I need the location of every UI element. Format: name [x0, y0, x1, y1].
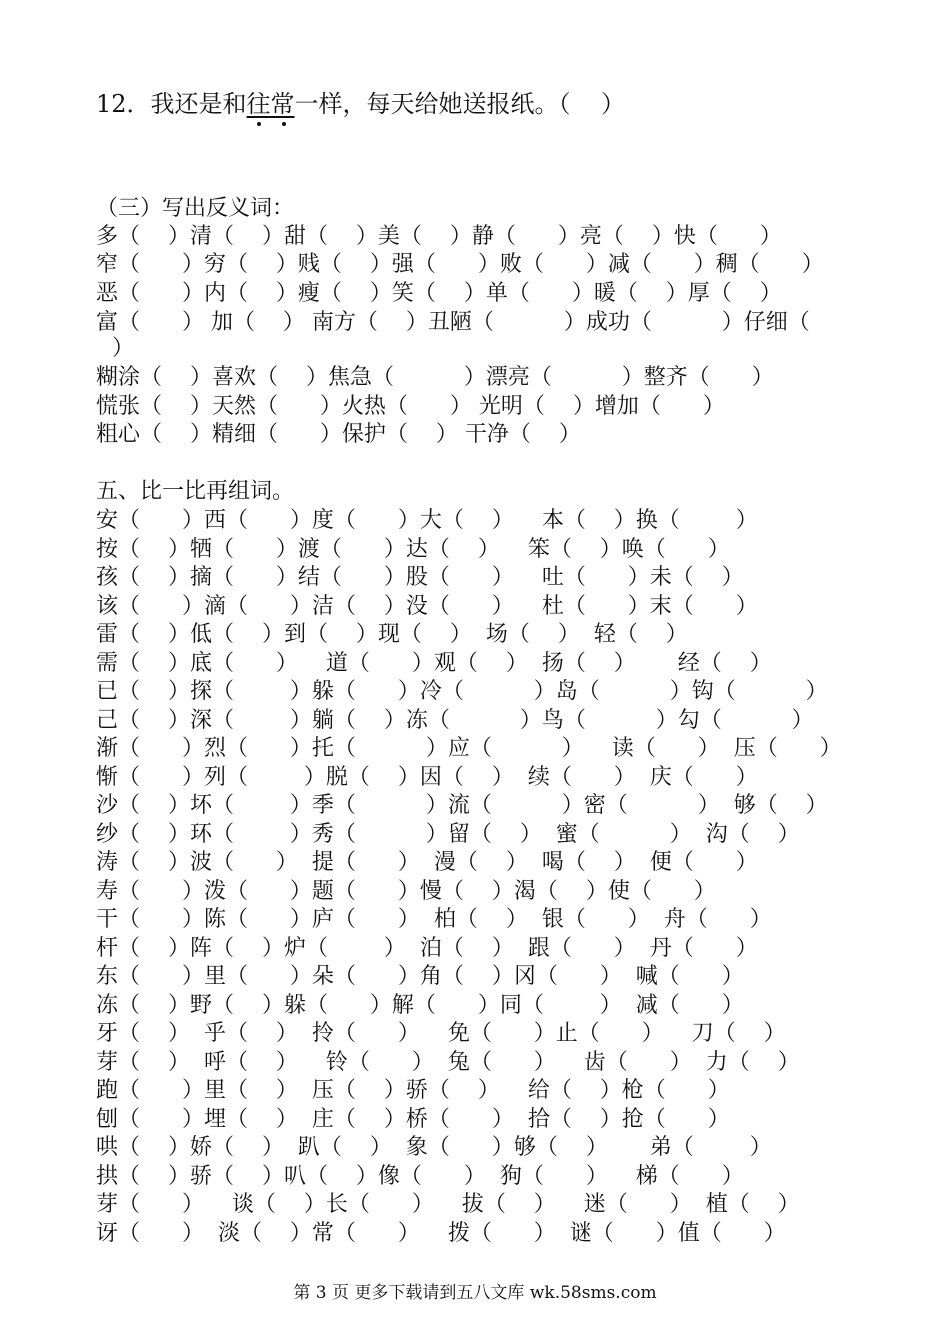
- antonyms-title: （三）写出反义词：: [96, 196, 295, 221]
- compare-line: 哄（ ）娇（ ） 趴（ ） 象（ ）够（ ） 弟（ ）: [96, 1135, 772, 1160]
- q12-suffix: 一样，每天给她送报纸。（ ）: [294, 90, 626, 118]
- compare-line: 已（ ）探（ ）躲（ ）冷（ ）岛（ ）钩（ ）: [96, 679, 828, 704]
- compare-line: 跑（ ）里（ ） 压（ ）骄（ ） 给（ ）枪（ ）: [96, 1078, 730, 1103]
- antonyms-line: 慌张（ ）天然（ ）火热（ ） 光明（ ）增加（ ）: [96, 394, 725, 419]
- emphasis-dot: [282, 122, 286, 126]
- compare-line: 涛（ ）波（ ） 提（ ） 漫（ ） 喝（ ） 便（ ）: [96, 850, 758, 875]
- compare-line: 牙（ ） 乎（ ） 拎（ ） 免（ ）止（ ） 刀（ ）: [96, 1021, 786, 1046]
- compare-line: 惭（ ）列（ ）脱（ ）因（ ） 续（ ） 庆（ ）: [96, 764, 758, 790]
- compare-line: 沙（ ）坏（ ）季（ ）流（ ）密（ ） 够（ ）: [96, 793, 828, 818]
- compare-line: 干（ ）陈（ ）庐（ ） 柏（ ） 银（ ） 舟（ ）: [96, 907, 772, 932]
- compare-line: 需（ ）底（ ） 道（ ）观（ ） 扬（ ） 经（ ）: [96, 650, 772, 676]
- compare-line: 纱（ ）环（ ）秀（ ）留（ ） 蜜（ ） 沟（ ）: [96, 821, 800, 847]
- compare-line: 芽（ ） 呼（ ） 铃（ ） 兔（ ） 齿（ ） 力（ ）: [96, 1049, 800, 1075]
- compare-line: 芽（ ） 谈（ ）长（ ） 拔（ ） 迷（ ） 植（ ）: [96, 1192, 800, 1217]
- antonyms-line: 富（ ） 加（ ） 南方（ ）丑陋（ ）成功（ ）仔细（: [96, 310, 810, 335]
- compare-line: 寿（ ）泼（ ）题（ ）慢（ ）渴（ ）使（ ）: [96, 878, 716, 904]
- compare-line: 拱（ ）骄（ ）叭（ ）像（ ） 狗（ ） 梯（ ）: [96, 1163, 744, 1189]
- compare-line: 刨（ ）埋（ ） 庄（ ）桥（ ） 拾（ ）抢（ ）: [96, 1106, 730, 1132]
- compare-line: 孩（ ）摘（ ）结（ ）股（ ） 吐（ ）未（ ）: [96, 565, 744, 590]
- question-12: [96, 92, 625, 116]
- compare-title: 五、比一比再组词。: [96, 479, 295, 504]
- compare-line: 雷（ ）低（ ）到（ ）现（ ） 场（ ） 轻（ ）: [96, 622, 688, 647]
- compare-line: 杆（ ）阵（ ）炉（ ） 泊（ ） 跟（ ） 丹（ ）: [96, 935, 758, 961]
- antonyms-line: 窄（ ）穷（ ）贱（ ）强（ ）败（ ）减（ ）稠（ ）: [96, 252, 824, 277]
- emphasis-dot: [257, 122, 261, 126]
- compare-line: 己（ ）深（ ）躺（ ）冻（ ）鸟（ ）勾（ ）: [96, 707, 814, 733]
- q12-prefix: 12．我还是和: [96, 90, 247, 118]
- compare-line: 冻（ ）野（ ）躲（ ）解（ ）同（ ） 减（ ）: [96, 992, 744, 1018]
- page-footer: 第 3 页 更多下载请到五八文库 wk.58sms.com: [293, 1283, 657, 1303]
- antonyms-line: ）: [112, 336, 135, 361]
- compare-line: 安（ ）西（ ）度（ ）大（ ） 本（ ）换（ ）: [96, 508, 758, 533]
- compare-line: 该（ ）滴（ ）洁（ ）没（ ） 杜（ ）末（ ）: [96, 593, 758, 619]
- antonyms-line: 恶（ ）内（ ）瘦（ ）笑（ ）单（ ）暖（ ）厚（ ）: [96, 281, 782, 306]
- compare-line: 东（ ）里（ ）朵（ ）角（ ）冈（ ） 喊（ ）: [96, 964, 744, 989]
- compare-line: 讶（ ） 淡（ ）常（ ） 拨（ ） 谜（ ）值（ ）: [96, 1220, 786, 1246]
- compare-line: 按（ ）牺（ ）渡（ ）达（ ） 笨（ ）唤（ ）: [96, 536, 730, 562]
- q12-emphasized-word: [247, 92, 295, 116]
- antonyms-line: 糊涂（ ）喜欢（ ）焦急（ ）漂亮（ ）整齐（ ）: [96, 365, 774, 390]
- antonyms-line: 粗心（ ）精细（ ）保护（ ） 干净（ ）: [96, 422, 581, 447]
- compare-line: 渐（ ）烈（ ）托（ ）应（ ） 读（ ） 压（ ）: [96, 736, 842, 761]
- antonyms-line: 多（ ）清（ ）甜（ ）美（ ）静（ ）亮（ ）快（ ）: [96, 224, 782, 249]
- q12-underlined-text: 往常: [246, 90, 295, 118]
